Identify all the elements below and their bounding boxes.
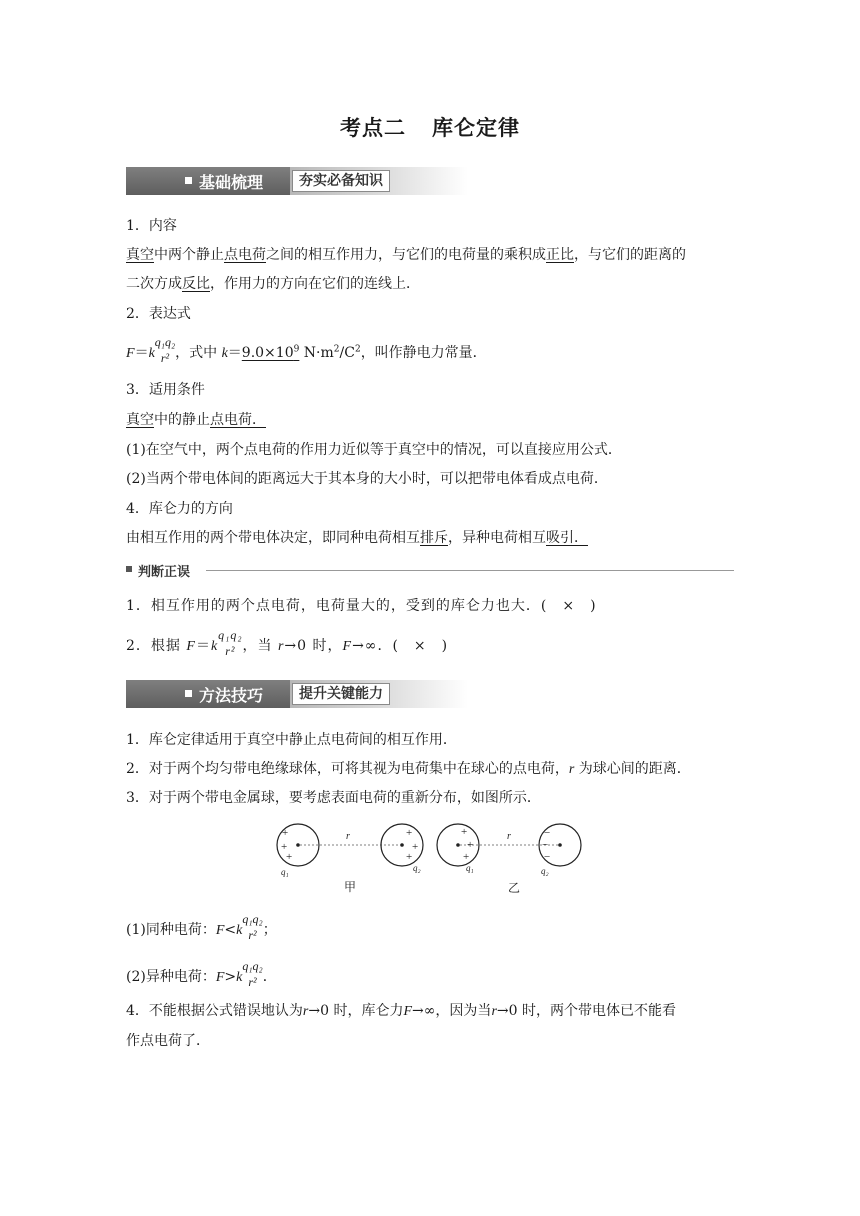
fraction [218,628,243,660]
text: 2．对于两个均匀带电绝缘球体，可将其视为电荷集中在球心的点电荷， [126,761,569,777]
symbol-r: r [568,762,575,777]
fraction-denominator: r² [248,975,257,989]
text: 由相互作用的两个带电体决定，即同种电荷相互 [126,530,420,546]
center-dot [296,843,300,847]
condition-distance: (2)当两个带电体间的距离远大于其本身的大小时，可以把带电体看成点电荷． [126,471,608,487]
fraction [242,912,263,944]
symbol-F: F [342,639,353,654]
symbol-F: F [186,639,196,654]
fraction [242,959,263,991]
method-4-line1 [126,1001,676,1022]
exponent: 2 [333,344,340,355]
method-2 [126,759,691,780]
equals: ＝ [195,638,211,654]
blank-point-charge-2: 点电荷． [210,412,266,428]
section-banner-sub: 夯实必备知识 [292,170,390,192]
equals: ＝ [134,345,149,361]
method-1: 1．库仑定律适用于真空中静止点电荷间的相互作用． [126,732,457,748]
blank-vacuum: 真空 [126,247,154,263]
text: 为球心间的距离． [574,761,691,777]
plus-charge: + [461,826,468,838]
blank-vacuum-2: 真空 [126,412,154,428]
blank-inverse-ratio: 反比 [182,276,210,292]
section-banner-methods [126,680,468,708]
section-banner-sub: 提升关键能力 [292,683,390,705]
like-charges-line [126,912,277,944]
paragraph-content-line1 [126,245,686,265]
section-banner-main: 方法技巧 [199,686,264,705]
title-part2: 库仑定律 [432,116,520,140]
center-dot [558,843,562,847]
text: ，式中 [175,345,218,361]
blank-constant-value [242,345,300,361]
minus-charge: − [542,839,549,851]
caption-a: 甲 [344,880,357,894]
paragraph-content-line2 [126,274,420,294]
heading-expression: 2．表达式 [126,306,191,322]
text: ，当 [242,638,273,654]
text: 2．根据 [126,638,181,654]
direction-line [126,528,588,548]
symbol-k: k [210,639,219,654]
section-banner-main: 基础梳理 [199,173,264,192]
judge-item-2 [126,628,449,660]
blank-point-charge: 点电荷 [224,247,266,263]
symbol-r: r [302,1004,309,1019]
text: 中两个静止 [154,247,224,263]
greater-than: > [224,969,237,985]
text: →0 时，两个带电体已不能看 [496,1003,676,1019]
fraction-denominator: r² [160,351,170,365]
plus-charge: + [463,851,470,863]
text: 9.0×10 [241,345,294,361]
less-than: < [224,922,237,938]
square-bullet-icon [185,177,192,184]
condition-line [126,410,266,430]
square-bullet-icon [126,566,132,572]
method-3: 3．对于两个带电金属球，要考虑表面电荷的重新分布，如图所示． [126,790,541,806]
text: (2)异种电荷： [126,969,216,985]
page-title [0,112,860,142]
fraction-numerator: q₁q₂ [242,959,263,973]
exponent: 9 [293,344,300,355]
blank-direct-ratio: 正比 [546,247,574,263]
condition-air: (1)在空气中，两个点电荷的作用力近似等于真空中的情况，可以直接应用公式． [126,442,622,458]
fraction-numerator: q₁q₂ [218,628,243,642]
fraction-denominator: r² [225,644,236,658]
symbol-k: k [236,923,243,938]
text: →0 时， [284,638,343,654]
text: (1)同种电荷： [126,922,216,938]
text: ，与它们的距离的 [574,247,686,263]
text: ，异种电荷相互 [448,530,546,546]
q1-label: q₁ [466,863,474,873]
center-dot [456,843,460,847]
q2-label: q₂ [413,863,421,873]
text: ，叫作静电力常量． [360,345,487,361]
symbol-k: k [236,970,243,985]
section-banner-basics [126,167,468,195]
text: 中的静止 [154,412,210,428]
judge-header [126,563,734,580]
text: 二次方成 [126,276,182,292]
fraction-numerator: q₁q₂ [242,912,263,926]
text: /C [339,345,355,361]
text: →∞．( × ) [352,638,449,654]
divider [206,570,734,571]
plus-charge: + [467,839,474,851]
charge-distribution-figure [268,815,598,900]
center-dot [400,843,404,847]
heading-conditions: 3．适用条件 [126,382,205,398]
symbol-F: F [215,970,225,985]
caption-b: 乙 [508,881,521,895]
blank-attract: 吸引． [546,530,588,546]
distance-label: r [507,831,511,842]
minus-charge: − [544,827,551,839]
text: 之间的相互作用力，与它们的电荷量的乘积成 [266,247,546,263]
judge-item-1: 1．相互作用的两个点电荷，电荷量大的，受到的库仑力也大．( × ) [126,598,597,614]
square-bullet-icon [185,690,192,697]
symbol-r: r [277,639,285,654]
unlike-charges-line [126,959,277,991]
blank-repel: 排斥 [420,530,448,546]
text: ，作用力的方向在它们的连线上． [210,276,420,292]
q2-label: q₂ [541,866,549,876]
symbol-r: r [491,1004,497,1019]
coulomb-formula-line [126,335,487,367]
symbol-F: F [403,1004,413,1019]
text: →0 时，库仑力 [308,1003,404,1019]
method-4-line2: 作点电荷了． [126,1033,210,1049]
text: 4．不能根据公式错误地认为 [126,1003,303,1019]
text: ． [262,969,277,985]
fraction [154,335,176,367]
fraction-numerator: q₁q₂ [154,335,176,349]
fraction-denominator: r² [248,928,257,942]
text: ； [262,922,277,938]
plus-charge: + [412,841,419,853]
heading-direction: 4．库仑力的方向 [126,501,233,517]
text: N·m [299,345,334,361]
plus-charge: + [282,827,289,839]
equals: ＝ [227,345,242,361]
plus-charge: + [286,851,293,863]
exponent: 2 [354,344,361,355]
symbol-k: k [221,346,228,361]
plus-charge: + [406,827,413,839]
plus-charge: + [406,851,413,863]
plus-charge: + [281,841,288,853]
title-part1: 考点二 [340,116,406,140]
judge-header-label: 判断正误 [138,565,191,580]
heading-content: 1．内容 [126,218,177,234]
symbol-k: k [148,346,155,361]
symbol-F: F [215,923,225,938]
text: →∞，因为当 [412,1003,492,1019]
q1-label: q₁ [281,867,289,877]
symbol-F: F [126,346,135,361]
minus-charge: − [544,851,551,863]
distance-label: r [346,831,350,842]
